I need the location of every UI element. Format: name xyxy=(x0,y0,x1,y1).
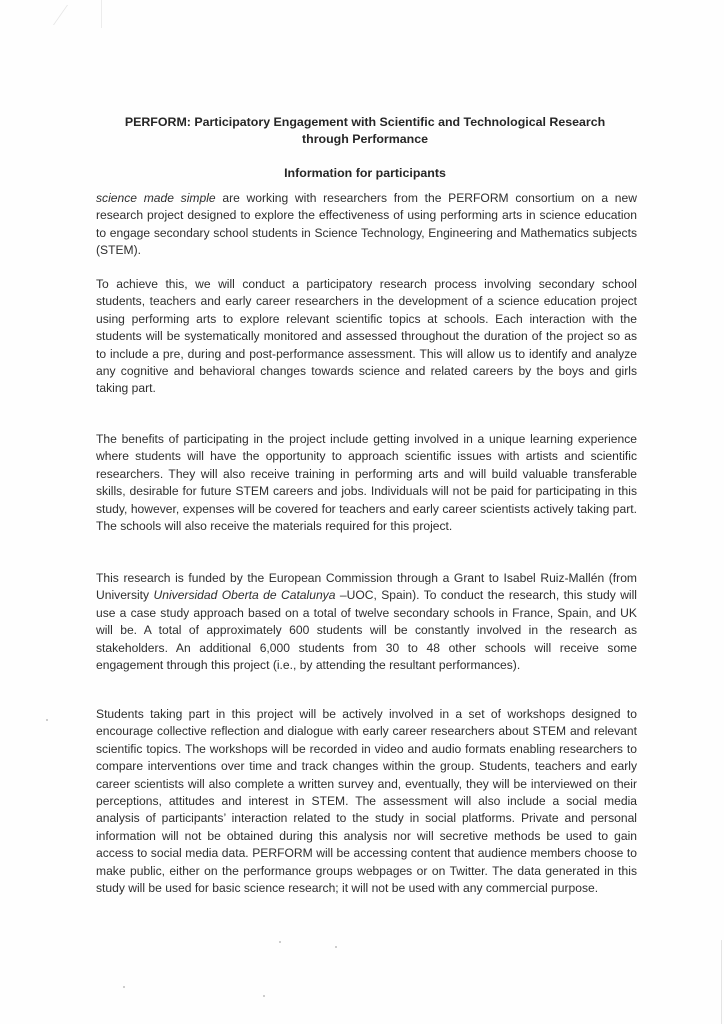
scan-speck xyxy=(279,941,281,943)
paragraph-text: This research is funded by the European Commission through a Grant to Isabel Ruiz-Mallén (from University xyxy=(96,571,637,603)
scan-speck xyxy=(123,986,125,988)
scan-speck xyxy=(46,719,48,721)
paragraph-funding xyxy=(96,570,637,674)
paragraph-text: The benefits of participating in the project include getting involved in a unique learning experience where students will have the opportunity to approach scientific issues with artists and scientific researchers. They will also receive training in performing arts and will build valuable transferable skills, desirable for future STEM careers and jobs. Individuals will not be paid for participating in this study, however, expenses will be covered for teachers and early career scientists actively taking part. The schools will also receive the materials required for this project. xyxy=(96,432,637,534)
scan-artifact xyxy=(53,5,90,25)
university-name: Universidad Oberta de Catalunya xyxy=(153,588,336,603)
document-subtitle: Information for participants xyxy=(284,166,446,180)
paragraph-workshops xyxy=(96,706,637,897)
scan-artifact xyxy=(101,0,102,28)
scan-speck xyxy=(335,946,337,948)
scan-speck xyxy=(263,995,265,997)
paragraph-intro xyxy=(96,190,637,260)
paragraph-text: are working with researchers from the PERFORM consortium on a new research project designed to explore the effectiveness of using performing arts in science education to engage secondary school students in Science Technology, Engineering and Mathematics subjects (STEM). xyxy=(96,191,637,258)
paragraph-benefits xyxy=(96,431,637,535)
paragraph-methodology xyxy=(96,276,637,398)
paragraph-text: To achieve this, we will conduct a participatory research process involving secondary school students, teachers and early career researchers in the development of a science education project using performing arts to explore relevant scientific topics at schools. Each interaction with the students will be systematically monitored and assessed throughout the duration of the project so as to include a pre, during and post-performance assessment. This will allow us to identify and analyze any cognitive and behavioral changes towards science and related careers by the boys and girls taking part. xyxy=(96,277,637,396)
organization-name: science made simple xyxy=(96,191,216,205)
document-title: PERFORM: Participatory Engagement with Scientific and Technological Research through Performance xyxy=(124,115,606,146)
paragraph-text: –UOC, Spain). To conduct the research, this study will use a case study approach based on a total of twelve secondary schools in France, Spain, and UK will be. A total of approximately 600 students will be constantly involved in the research as stakeholders. An additional 6,000 students from 30 to 48 other schools will receive some engagement through this project (i.e., by attending the resultant performances). xyxy=(96,588,637,673)
scan-edge xyxy=(721,940,722,1024)
paragraph-text: Students taking part in this project will be actively involved in a set of workshops designed to encourage collective reflection and dialogue with early career researchers about STEM and relevant scientific topics. The workshops will be recorded in video and audio formats enabling researchers to compare interventions over time and track changes within the group. Students, teachers and early career scientists will also complete a written survey and, eventually, they will be interviewed on their perceptions, attitudes and interest in STEM. The assessment will also include a social media analysis of participants’ interaction related to the study in social platforms. Private and personal information will not be obtained during this analysis nor will secretive methods be used to gain access to social media data. PERFORM will be accessing content that audience members choose to make public, either on the performance groups webpages or on Twitter. The data generated in this study will be used for basic science research; it will not be used with any commercial purpose. xyxy=(96,707,637,896)
